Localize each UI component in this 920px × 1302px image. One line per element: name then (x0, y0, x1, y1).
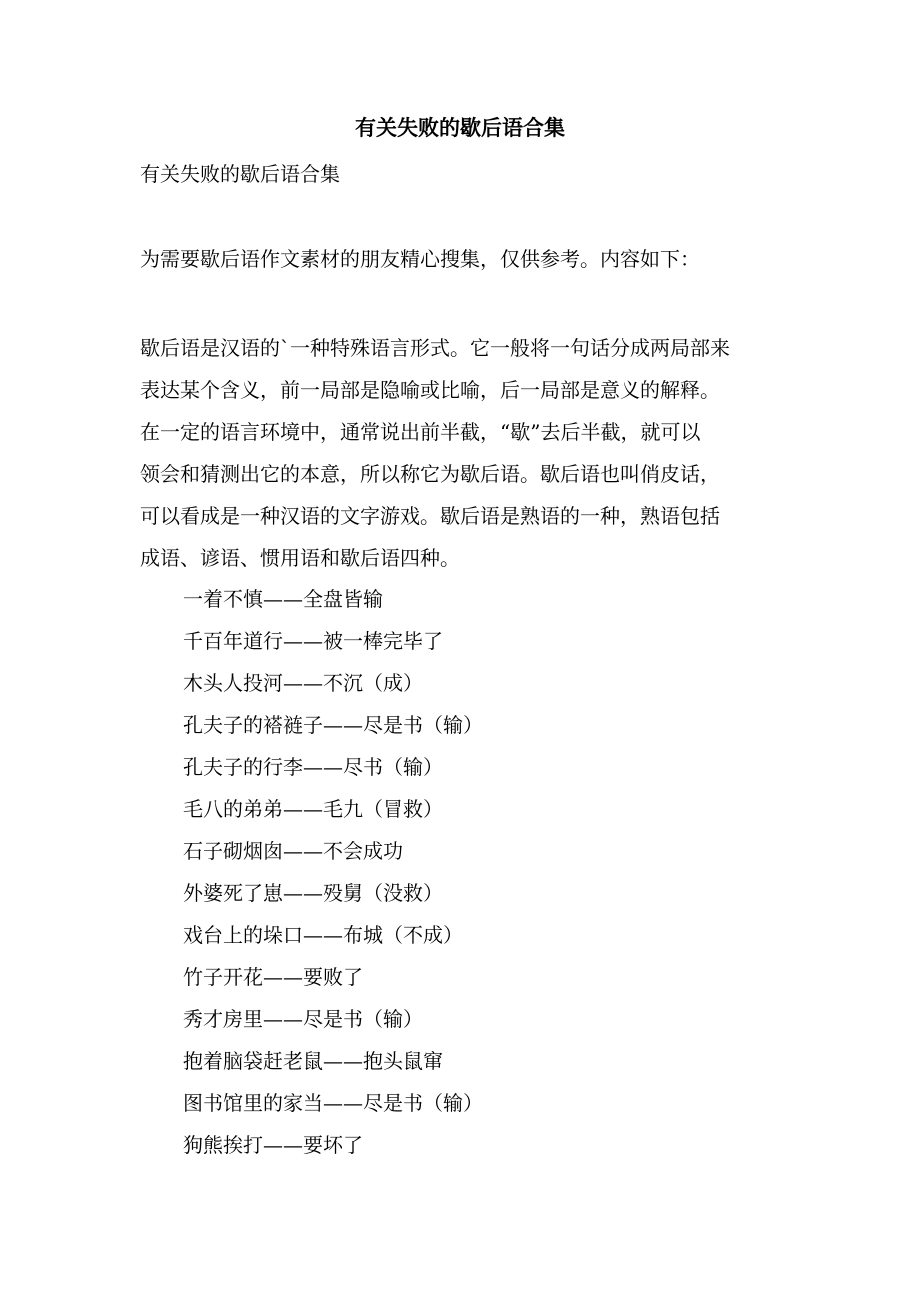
explanation-paragraph (140, 327, 790, 579)
paragraph-line: 领会和猜测出它的本意，所以称它为歇后语。歇后语也叫俏皮话， (140, 462, 720, 486)
saying-item: 孔夫子的褡裢子——尽是书（输） (183, 713, 483, 737)
paragraph-line: 表达某个含义，前一局部是隐喻或比喻，后一局部是意义的解释。 (140, 378, 720, 402)
saying-item: 毛八的弟弟——毛九（冒救） (183, 797, 443, 821)
sayings-list (183, 578, 783, 1166)
paragraph-line: 在一定的语言环境中，通常说出前半截，“歇”去后半截，就可以 (140, 420, 701, 444)
saying-item: 抱着脑袋赶老鼠——抱头鼠窜 (183, 1049, 443, 1073)
saying-item: 图书馆里的家当——尽是书（输） (183, 1091, 483, 1115)
saying-item: 石子砌烟囱——不会成功 (183, 839, 403, 863)
paragraph-line: 可以看成是一种汉语的文字游戏。歇后语是熟语的一种，熟语包括 (140, 504, 720, 528)
saying-item: 狗熊挨打——要坏了 (183, 1133, 363, 1157)
intro-text: 为需要歇后语作文素材的朋友精心搜集，仅供参考。内容如下： (140, 247, 700, 271)
saying-item: 一着不慎——全盘皆输 (183, 587, 383, 611)
saying-item: 孔夫子的行李——尽书（输） (183, 755, 443, 779)
saying-item: 千百年道行——被一棒完毕了 (183, 629, 443, 653)
paragraph-line: 歇后语是汉语的`一种特殊语言形式。它一般将一句话分成两局部来 (140, 336, 730, 360)
document-subtitle: 有关失败的歇后语合集 (140, 162, 340, 186)
saying-item: 戏台上的垛口——布城（不成） (183, 923, 463, 947)
saying-item: 外婆死了崽——殁舅（没救） (183, 881, 443, 905)
saying-item: 秀才房里——尽是书（输） (183, 1007, 423, 1031)
paragraph-line: 成语、谚语、惯用语和歇后语四种。 (140, 546, 460, 570)
saying-item: 竹子开花——要败了 (183, 965, 363, 989)
document-title: 有关失败的歇后语合集 (355, 115, 565, 140)
saying-item: 木头人投河——不沉（成） (183, 671, 423, 695)
